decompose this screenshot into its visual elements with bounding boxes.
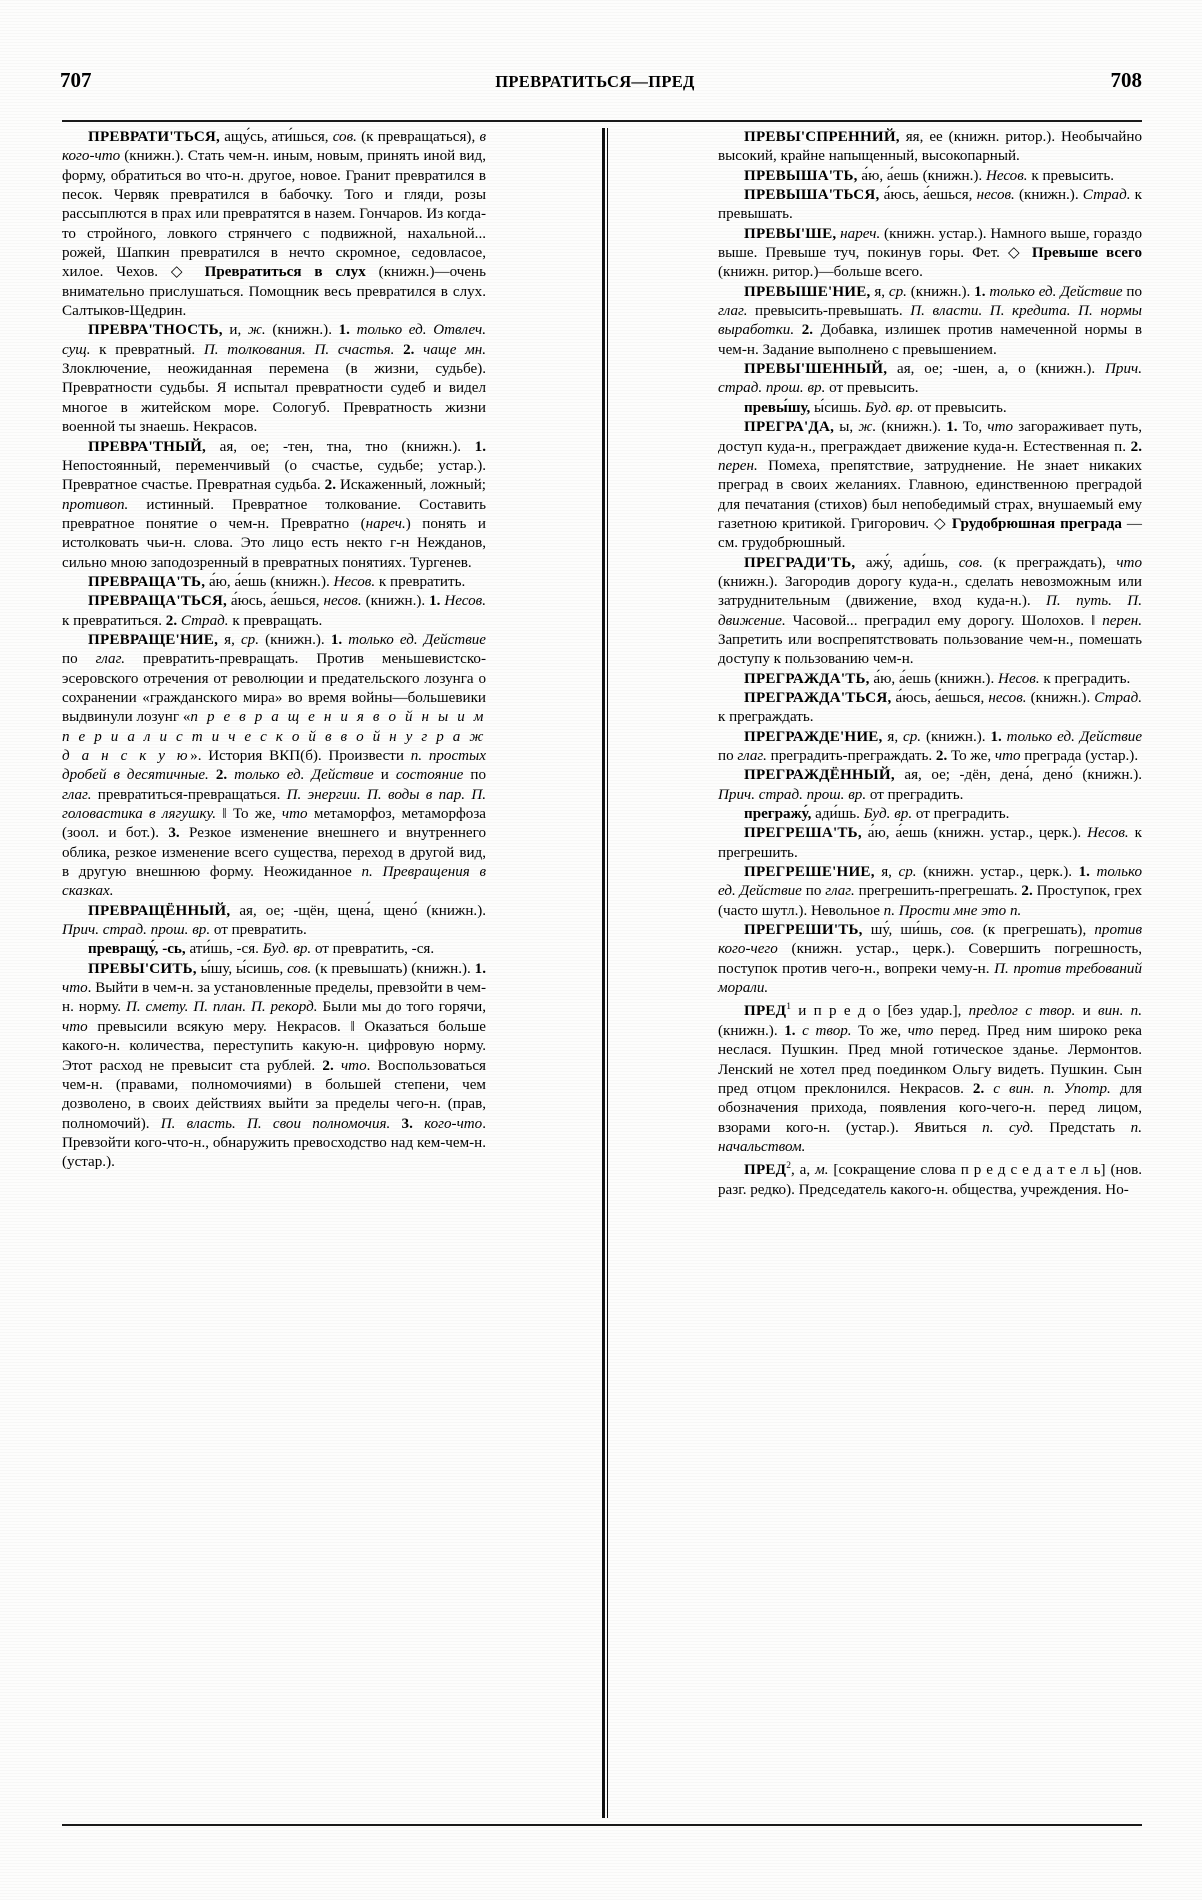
entry-headword: ПРЕВЫША'ТЬСЯ, — [744, 187, 880, 204]
entry-body: ая, ое; -тен, тна, тно (книжн.). 1. Непостоянный, переменчивый (о счастье, судьбе; устар.). Превратное счастье. Превратная судьба. 2. Искаженный, ложный; противоп. истинный. Превратное толкование. Составить превратное понятие о чем-н. Превратно (нареч.) понять и истолковать чьи-н. слова. Это лицо есть некто г-н Нежданов, сильно мною заподозренный в превратных понятиях. Тургенев. — [62, 438, 487, 571]
entry-headword: ПРЕВРАЩЕ'НИЕ, — [88, 631, 219, 648]
dictionary-entry — [718, 863, 1142, 921]
entry-body: я, ср. (книжн.). 1. только ед. Действие по глаг. превратить-превращать. Против меньшевистско-эсеровского отречения от революции и предательского лозунга о сохранении «гражданского мира» во время войны—большевики выдвинули лозунг «п р е в р а щ е н и я в о й н ы и м п е р и а л и с т и ч е с к о й в в о й н у г р а ж д а н с к у ю». История ВКП(б). Произвести п. простых дробей в десятичные. 2. только ед. Действие и состояние по глаг. превратиться-превращаться. П. энергии. П. воды в пар. П. головастика в лягушку. ‖ То же, что метаморфоз, метаморфоза (зоол. и бот.). 3. Резкое изменение внешнего и внутреннего облика, резкое изменение всего существа, переход в другой вид, в другую внешнюю форму. Неожиданное п. Превращения в сказках. — [62, 631, 487, 900]
entry-body: , а, м. [сокращение слова п р е д с е д а т е л ь] (нов. разг. редко). Председатель какого-н. общества, учреждения. Но- — [718, 1162, 1143, 1198]
column-gutter — [486, 128, 718, 1818]
dictionary-entry — [62, 128, 486, 321]
dictionary-entry — [718, 225, 1142, 283]
dictionary-entry — [718, 167, 1142, 186]
entry-headword: ПРЕГРЕШЕ'НИЕ, — [744, 864, 875, 881]
dictionary-entry — [62, 592, 486, 631]
entry-headword: ПРЕВРАТИ'ТЬСЯ, — [88, 129, 221, 145]
dictionary-entry — [718, 360, 1142, 399]
dictionary-entry — [718, 418, 1142, 553]
dictionary-entry — [718, 728, 1142, 767]
gutter-rule — [602, 128, 605, 1818]
dictionary-entry — [718, 805, 1142, 824]
entry-body: а́ю, а́ешь (книжн.). Несов. к преградить. — [869, 670, 1131, 687]
entry-headword: ПРЕГРАДИ'ТЬ, — [744, 554, 856, 571]
entry-body: а́ю, а́ешь (книжн.). Несов. к превысить. — [857, 167, 1115, 184]
column-right — [718, 128, 1142, 1818]
entry-body: ая, ое; -шен, а, о (книжн.). Прич. страд. прош. вр. от превысить. — [718, 361, 1142, 397]
dictionary-entry — [718, 399, 1142, 418]
dictionary-entry — [718, 186, 1142, 225]
entry-body: ати́шь, -ся. Буд. вр. от превратить, -ся. — [185, 941, 435, 958]
entry-body: я, ср. (книжн.). 1. только ед. Действие по глаг. превысить-превышать. П. власти. П. кредита. П. нормы выработки. 2. Добавка, излишек против намеченной нормы в чем-н. Задание выполнено с превышением. — [718, 283, 1143, 358]
entry-homonym-index: 2 — [786, 1161, 791, 1172]
entry-body: а́юсь, а́ешься, несов. (книжн.). 1. Несов. к превратиться. 2. Страд. к превращать. — [62, 593, 486, 629]
entry-homonym-index: 1 — [786, 1002, 791, 1013]
dictionary-entry — [718, 824, 1142, 863]
entry-body: шу́, ши́шь, сов. (к прегрешать), против кого-чего (книжн. устар., церк.). Совершить погрешность, поступок против чего-н., вопреки чему-н. П. против требований морали. — [718, 922, 1143, 997]
entry-headword: ПРЕВЫ'СИТЬ, — [88, 960, 197, 977]
entry-headword: прегражу́, — [744, 806, 812, 823]
entry-body: ая, ое; -дён, дена́, дено́ (книжн.). Прич. страд. прош. вр. от преградить. — [718, 767, 1142, 803]
entry-headword: превращу́, -сь, — [88, 941, 186, 958]
running-head-title: ПРЕВРАТИТЬСЯ—ПРЕД — [495, 72, 695, 91]
entry-headword: ПРЕВЫ'СПРЕННИЙ, — [744, 129, 900, 145]
entry-headword: ПРЕГРЕША'ТЬ, — [744, 825, 862, 842]
entry-body: ащу́сь, ати́шься, сов. (к превращаться), в кого-что (книжн.). Стать чем-н. иным, новым, принять иной вид, форму, обратиться во что-н. другое, новое. Гранит превратился в песок. Червяк превратился в бабочку. Того и гляди, розы рассыплются в прах или превратятся в назем. Гончаров. Из когда-то стройного, ловкого стрянчего с подвижной, нахальной... рожей, Шапкин превратился в нечто скромное, седовласое, хилое. Чехов. ◇ Превратиться в слух (книжн.)—очень внимательно прислушаться. Помощник весь превратился в слух. Салтыков-Щедрин. — [62, 129, 486, 320]
entry-headword: ПРЕГРАЖДЁННЫЙ, — [744, 767, 895, 784]
dictionary-entry — [62, 573, 486, 592]
entry-body: я, ср. (книжн. устар., церк.). 1. только ед. Действие по глаг. прегрешить-прегрешать. 2. Проступок, грех (часто шутл.). Невольное п. Прости мне это п. — [718, 864, 1143, 919]
entry-body: а́юсь, а́ешься, несов. (книжн.). Страд. к превышать. — [718, 187, 1142, 223]
dictionary-entry — [718, 921, 1142, 998]
entry-body: и, ж. (книжн.). 1. только ед. Отвлеч. сущ. к превратный. П. толкования. П. счастья. 2. чаще мн. Злоключение, неожиданная перемена (в жизни, судьбе). Превратности судьбы. Я испытал превратности судеб и видел многое в житейском море. Сологуб. Превратность жизни военной ты знаешь. Некрасов. — [62, 322, 486, 436]
entry-headword: ПРЕГРАЖДА'ТЬ, — [744, 670, 870, 687]
entry-headword: ПРЕВЫША'ТЬ, — [744, 167, 858, 184]
entry-headword: превы́шу, — [744, 399, 811, 416]
dictionary-entry — [62, 631, 486, 902]
entry-headword: ПРЕВРА'ТНОСТЬ, — [88, 322, 223, 339]
text-columns — [62, 128, 1142, 1818]
entry-body: нареч. (книжн. устар.). Намного выше, гораздо выше. Превыше туч, покинув горы. Фет. ◇ Превыше всего (книжн. ритор.)—больше всего. — [718, 225, 1142, 281]
entry-body: ы́сишь. Буд. вр. от превысить. — [810, 399, 1007, 416]
entry-headword: ПРЕВЫ'ШЕ, — [744, 225, 837, 242]
entry-body: ы, ж. (книжн.). 1. То, что загораживает путь, доступ куда-н., преграждает движение куда-н. Естественная п. 2. перен. Помеха, препятствие, затруднение. Не знает никаких преград в своих желаниях. Главною, единственною преградой для печатания (стихов) был непобедимый страх, внушаемый ему газетною критикой. Григорович. ◇ Грудобрюшная преграда —см. грудобрюшный. — [718, 419, 1143, 552]
entry-body: а́ю, а́ешь (книжн.). Несов. к превратить. — [205, 573, 466, 590]
column-left — [62, 128, 486, 1818]
dictionary-entry — [718, 1157, 1142, 1200]
entry-headword: ПРЕГРА'ДА, — [744, 419, 835, 436]
folio-right: 708 — [1110, 68, 1142, 92]
dictionary-entry — [718, 554, 1142, 670]
entry-headword: ПРЕВРАЩА'ТЬ, — [88, 573, 206, 590]
dictionary-entry — [718, 283, 1142, 360]
folio-left: 707 — [60, 68, 92, 92]
bottom-rule — [62, 1824, 1142, 1826]
entry-headword: ПРЕВРАЩА'ТЬСЯ, — [88, 593, 227, 610]
entry-headword: ПРЕВЫ'ШЕННЫЙ, — [744, 361, 888, 378]
entry-headword: ПРЕВРАЩЁННЫЙ, — [88, 902, 231, 919]
entry-body: а́ю, а́ешь (книжн. устар., церк.). Несов. к прегрешить. — [718, 825, 1142, 861]
entry-headword: ПРЕГРАЖДА'ТЬСЯ, — [744, 689, 892, 706]
entry-headword: ПРЕВРА'ТНЫЙ, — [88, 438, 207, 455]
entry-body: ая, ое; -щён, щена́, щено́ (книжн.). Прич. страд. прош. вр. от превратить. — [62, 902, 486, 939]
entry-body: яя, ее (книжн. ритор.). Необычайно высокий, крайне напыщенный, высокопарный. — [718, 129, 1142, 165]
dictionary-entry — [718, 689, 1142, 728]
entry-headword: ПРЕГРАЖДЕ'НИЕ, — [744, 728, 883, 745]
entry-headword: ПРЕГРЕШИ'ТЬ, — [744, 922, 863, 939]
entry-body: ажу́, ади́шь, сов. (к преграждать), что (книжн.). Загородив дорогу куда-н., сделать невозможным или затруднительным (движение, вход куда-н.). П. путь. П. движение. Часовой... преградил ему дорогу. Шолохов. ‖ перен. Запретить или воспрепятствовать пользование чем-н., помешать доступу к пользованию чем-н. — [718, 554, 1143, 668]
entry-body: я, ср. (книжн.). 1. только ед. Действие по глаг. преградить-преграждать. 2. То же, что преграда (устар.). — [718, 728, 1143, 764]
entry-body: ади́шь. Буд. вр. от преградить. — [811, 806, 1010, 823]
entry-body: а́юсь, а́ешься, несов. (книжн.). Страд. к преграждать. — [718, 689, 1142, 726]
dictionary-entry — [62, 321, 486, 437]
top-rule — [62, 120, 1142, 122]
entry-body: ы́шу, ы́сишь, сов. (к превышать) (книжн.). 1. что. Выйти в чем-н. за установленные пределы, превзойти в чем-н. норму. П. смету. П. план. П. рекорд. Были мы до того горячи, что превысили всякую меру. Некрасов. ‖ Оказаться больше какого-н. количества, переступить какую-н. цифровую норму. Этот расход не превысит ста рублей. 2. что. Воспользоваться чем-н. (правами, полномочиями) в большей степени, чем дозволено, в своих действиях выйти за пределы чего-н. (прав, полномочий). П. власть. П. свои полномочия. 3. кого-что. Превзойти кого-что-н., обнаружить превосходство над кем-чем-н. (устар.). — [62, 960, 487, 1171]
dictionary-entry — [62, 438, 486, 573]
entry-headword: ПРЕВЫШЕ'НИЕ, — [744, 283, 871, 300]
dictionary-entry — [718, 766, 1142, 805]
dictionary-entry — [718, 998, 1142, 1157]
dictionary-entry — [62, 940, 486, 959]
dictionary-entry — [718, 128, 1142, 167]
entry-headword: ПРЕД — [744, 1162, 787, 1179]
dictionary-entry — [718, 670, 1142, 689]
dictionary-entry — [62, 960, 486, 1173]
dictionary-entry — [62, 902, 486, 941]
entry-headword: ПРЕД — [744, 1003, 787, 1020]
running-head — [60, 68, 1142, 96]
entry-body: и п р е д о [без удар.], предлог с твор. и вин. п. (книжн.). 1. с твор. То же, что перед. Пред ним широко река неслася. Пушкин. Пред мной готическое зданье. Лермонтов. Ленский не хотел пред поединком Ольгу видеть. Пушкин. Сын пред отцом преклонился. Некрасов. 2. с вин. п. Употр. для обозначения прихода, появления кого-чего-н. перед лицом, взорами кого-н. (устар.). Явиться п. суд. Предстать п. начальством. — [718, 1003, 1142, 1155]
